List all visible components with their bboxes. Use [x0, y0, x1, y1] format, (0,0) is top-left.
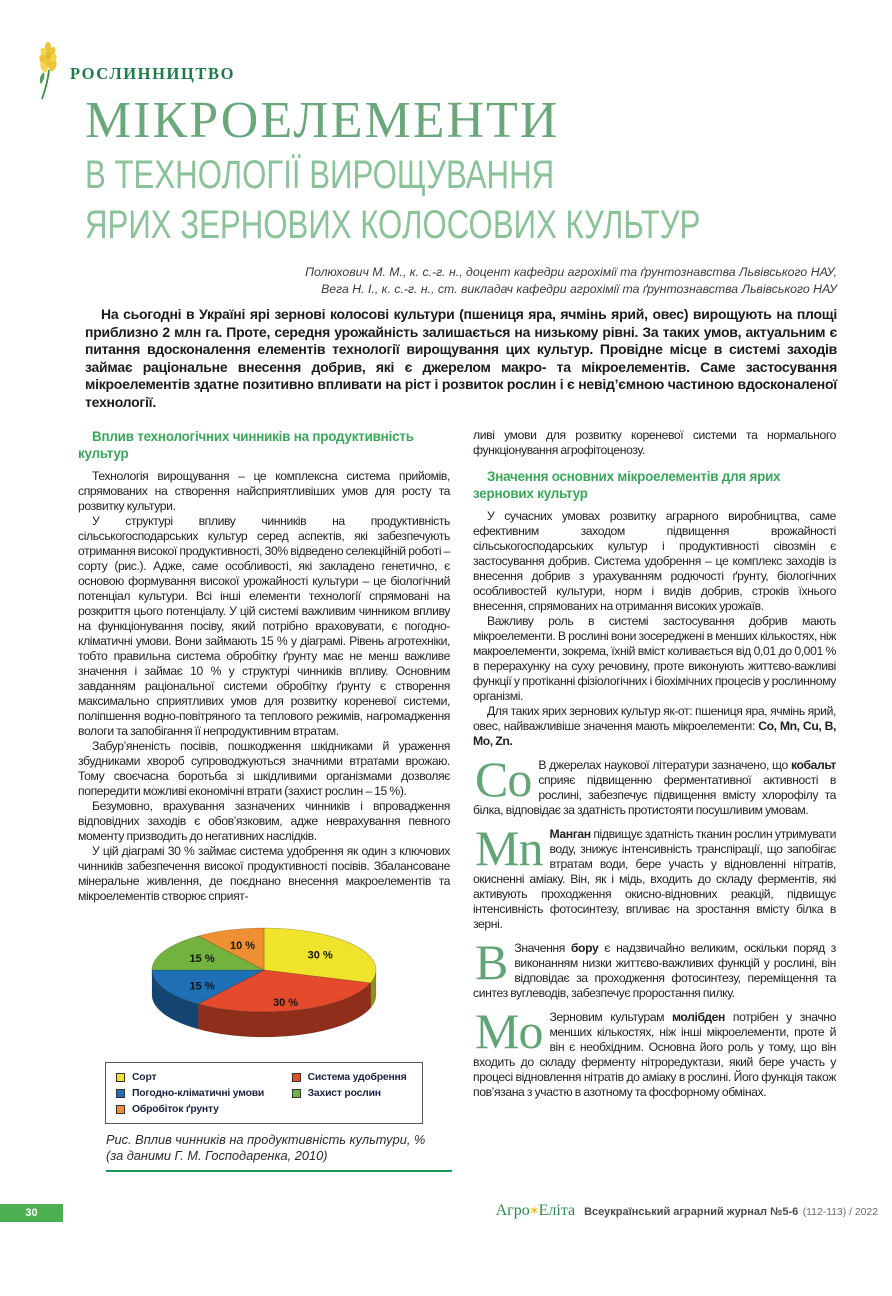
author-line: Полюхович М. М., к. с.-г. н., доцент кафедри агрохімії та ґрунтознавства Львівського НАУ,	[305, 265, 837, 279]
page-subtitle-line2: ЯРИХ ЗЕРНОВИХ КОЛОСОВИХ КУЛЬТУР	[85, 203, 701, 247]
element-section-b: B Значення бору є надзвичайно великим, оскільки поряд з виконанням низки життєво-важливих функцій у рослині, він відповідає за проходження фотосинтезу, переміщення та синтез вуглеводів, забезпечує проростання пилку.	[473, 934, 836, 1000]
element-symbol: B	[475, 934, 508, 990]
svg-text:15 %: 15 %	[189, 980, 215, 993]
agroelita-logo: Агро✶Еліта	[495, 1202, 576, 1219]
right-column-heading: Значення основних мікроелементів для ярих зернових культур	[473, 469, 781, 501]
left-column	[78, 428, 450, 1172]
paragraph: У структурі впливу чинників на продуктивність сільськогосподарських культур серед аспектів, які забезпечують отримання високої продуктивності, 30% відведено селекційній роботі – сорту (рис.). Адже, саме особливості, які закладено генетично, є основою формування високої урожайності культури – це біологічний потенціал культури. Всі інші елементи технології спрямовані на розкриття цього потенціалу. У цій системі важливим чинником впливу на функціонування посіву, який потрібно враховувати, є погодно-кліматичні умови. Вони займають 15 % у діаграмі. Рівень агротехніки, тобто правильна система обробітку ґрунту має не менш важливе значення і займає 10 % у структурі чинників впливу. Основним завданням раціональної системи обробітку ґрунту є створення максимально сприятливих умов для розвитку кореневої системи, поліпшення водно-повітряного та теплового режимів, нагромадження вологи та запобігання її непродуктивним втратам.	[78, 514, 451, 738]
page-title: МІКРОЕЛЕМЕНТИ	[85, 92, 560, 149]
paragraph: Технологія вирощування – це комплексна система прийомів, спрямованих на створення найсприятливіших умов для росту та розвитку культури.	[78, 469, 450, 513]
legend-swatch	[116, 1089, 125, 1098]
paragraph: Безумовно, врахування зазначених чинників і впровадження відповідних заходів є обов’язковим, адже неврахування певного моменту призводить до негативних наслідків.	[78, 799, 450, 843]
footer-journal-info	[496, 1202, 878, 1220]
right-column	[473, 428, 836, 1100]
legend-item: Погодно-кліматичні умови	[116, 1085, 270, 1101]
svg-text:30 %: 30 %	[272, 997, 299, 1009]
figure-caption: Рис. Вплив чинників на продуктивність культури, % (за даними Г. М. Господаренка, 2010)	[106, 1132, 426, 1163]
microelement-sections	[473, 751, 836, 1100]
star-icon: ✶	[528, 1203, 540, 1218]
legend-item: Обробіток ґрунту	[116, 1101, 270, 1117]
element-symbol: Mn	[475, 820, 543, 876]
legend-item: Захист рослин	[292, 1085, 412, 1101]
wheat-icon	[34, 42, 61, 105]
element-symbol: Mo	[475, 1003, 543, 1059]
lead-paragraph: На сьогодні в Україні ярі зернові колосові культури (пшениця яра, ячмінь ярий, овес) вирощують на площі приблизно 2 млн га. Проте, середня урожайність залишається на низькому рівні. За таких умов, актуальним є питання вдосконалення елементів технології вирощування цих культур. Провідне місце в системі заходів займає раціональне внесення добрив, які є джерелом макро- та мікроелементів. Саме застосування мікроелементів здатне позитивно впливати на ріст і розвиток рослин і є невід’ємною частиною вдосконаленої технології.	[85, 306, 837, 410]
legend-item: Система удобрення	[292, 1069, 412, 1085]
element-section-mo: Mo Зерновим культурам молібден потрібен у значно менших кількостях, ніж інші мікроелементи, проте й він є необхідним. Основна його роль у тому, що він входить до складу ферменту нітроредуктази, який бере участь у процесі відновлення нітратів до аміаку в рослині. Його функція також пов’язана з участю в азотному та фосфорному обмінах.	[473, 1003, 836, 1099]
element-section-mn: Mn Манган підвищує здатність тканин рослин утримувати воду, знижує інтенсивність транспірації, що запобігає втратам води, бере участь у відновленні нітратів, окисненні аміаку. Він, як і мідь, входить до складу ферментів, які активують проходження окисно-відновних реакцій, підвищує інтенсивність фотосинтезу, впливає на зростання вмісту білка в зерні.	[473, 820, 836, 931]
pie-chart	[113, 910, 415, 1053]
paragraph: Для таких ярих зернових культур як-от: пшениця яра, ячмінь ярий, овес, найважливіше значення мають мікроелементи: Co, Mn, Cu, B, Mo, Zn.	[473, 704, 836, 748]
authors-block	[85, 264, 837, 297]
pie-3d	[113, 910, 415, 1048]
legend-swatch	[116, 1073, 125, 1082]
paragraph: Важливу роль в системі застосування добрив мають мікроелементи. В рослині вони зосереджені в менших кількостях, ніж макроелементи, зокрема, їхній вміст коливається від 0,01 до 0,001 % в перерахунку на суху речовину, проте виконують життєво-важливі функції у протіканні фізіологічних і біохімічних процесів у рослинному організмі.	[473, 614, 836, 703]
left-column-heading: Вплив технологічних чинників на продуктивність культур	[78, 429, 414, 461]
paragraph: У цій діаграмі 30 % займає система удобрення як один з ключових чинників забезпечення високої продуктивності посівів. Збалансоване мінеральне живлення, де поєднано внесення макроелементів та мікроелементів створює сприят-	[78, 844, 450, 903]
author-line: Вега Н. І., к. с.-г. н., ст. викладач кафедри агрохімії та ґрунтознавства Львівського НАУ	[321, 281, 837, 296]
svg-text:15 %: 15 %	[189, 953, 215, 966]
paragraph: Забур’яненість посівів, пошкодження шкідниками й ураження збудниками хвороб супроводжуються значними втратами врожаю. Тому своєчасна боротьба зі шкідливими організмами дозволяє попередити можливі економічні втрати (захист рослин – 15 %).	[78, 739, 450, 798]
element-symbol: Co	[475, 751, 532, 807]
legend-swatch	[292, 1073, 301, 1082]
element-section-co: Co В джерелах наукової літератури зазначено, що кобальт сприяє підвищенню ферментативної активності в рослині, забезпечує підвищення вмісту хлорофілу та білка, відповідає за здатність протистояти посушливим умовам.	[473, 751, 836, 817]
continuation-paragraph: ливі умови для розвитку кореневої системи та нормального функціонування агрофітоценозу.	[473, 428, 836, 457]
legend-swatch	[292, 1089, 301, 1098]
svg-text:10 %: 10 %	[229, 940, 256, 953]
green-divider	[106, 1170, 452, 1172]
legend-swatch	[116, 1105, 125, 1114]
title-block	[85, 92, 845, 250]
chart-legend	[105, 1062, 423, 1124]
legend-item: Сорт	[116, 1069, 270, 1085]
section-label: РОСЛИННИЦТВО	[70, 63, 236, 83]
paragraph: У сучасних умовах розвитку аграрного виробництва, саме ефективним заходом підвищення врожайності сільськогосподарських культур і продуктивності сівозмін є застосування добрив. Система удобрення – це комплекс заходів із внесення добрив з урахуванням родючості ґрунту, біологічних особливостей культури, норм і видів добрив, строків їхнього внесення, спрямованих на отримання високих урожаїв.	[473, 509, 836, 613]
right-column-paragraphs	[473, 509, 836, 749]
page-subtitle-line1: В ТЕХНОЛОГІЇ ВИРОЩУВАННЯ	[85, 153, 555, 197]
page-number: 30	[0, 1204, 63, 1222]
svg-text:30 %: 30 %	[307, 949, 333, 962]
journal-issue: Всеукраїнський аграрний журнал №5-6 (112-113) / 2022	[584, 1206, 878, 1218]
left-column-paragraphs	[78, 469, 450, 904]
